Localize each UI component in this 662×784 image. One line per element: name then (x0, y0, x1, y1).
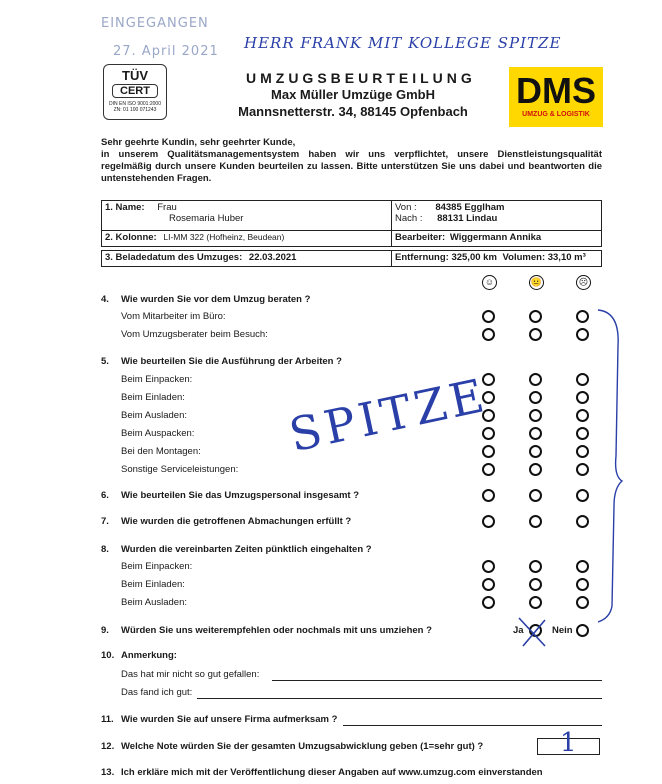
volumen-value: Volumen: 33,10 m³ (502, 252, 586, 263)
entfernung-cell (392, 251, 602, 267)
name-label: 1. Name: (105, 202, 145, 213)
greeting: Sehr geehrte Kundin, sehr geehrter Kunde, (101, 137, 296, 148)
kolonne-cell (102, 231, 392, 247)
handwritten-bracket (596, 306, 626, 626)
question-9-text: Würden Sie uns weiterempfehlen oder nochmals mit uns umziehen ? (121, 625, 432, 636)
rating-option[interactable] (529, 445, 542, 458)
rating-option[interactable] (576, 445, 589, 458)
rating-option[interactable] (576, 463, 589, 476)
rating-option[interactable] (482, 391, 495, 404)
rating-option[interactable] (576, 328, 589, 341)
tuv-cert-logo (103, 64, 167, 120)
rating-option[interactable] (482, 515, 495, 528)
name-cell (102, 201, 392, 231)
dms-logo (509, 67, 603, 127)
question-13: 13. (101, 767, 115, 778)
q4-sub-2: Vom Umzugsberater beim Besuch: (121, 329, 268, 340)
intro-text: in unserem Qualitätsmanagementsystem haben wir uns verpflichtet, unsere Dienstleistungsqualität regelmäßig durch unsere Kunden beurteilen zu lassen. Bitte unterstützen Sie uns dabei und beantworten die untenstehenden Fragen. (101, 149, 602, 184)
question-4: 4. (101, 294, 109, 305)
von-label: Von : (395, 202, 417, 213)
rating-option[interactable] (482, 489, 495, 502)
q5-sub-5: Bei den Montagen: (121, 446, 201, 457)
cert-label: CERT (112, 84, 158, 98)
neutral-face-icon: 😐 (529, 275, 544, 290)
ja-label: Ja (513, 625, 524, 636)
rating-option[interactable] (482, 427, 495, 440)
question-12: 12. (101, 741, 115, 752)
question-6: 6. (101, 490, 109, 501)
rating-option[interactable] (529, 391, 542, 404)
question-6-text: Wie beurteilen Sie das Umzugspersonal insgesamt ? (121, 490, 360, 501)
q10-sub-1: Das hat mir nicht so gut gefallen: (121, 669, 260, 680)
q4-sub-1: Vom Mitarbeiter im Büro: (121, 311, 226, 322)
question-13-text: Ich erkläre mich mit der Veröffentlichung dieser Angaben auf www.umzug.com einverstanden (121, 767, 543, 778)
kolonne-label: 2. Kolonne: (105, 232, 157, 243)
bearbeiter-label: Bearbeiter: (395, 232, 446, 243)
rating-option[interactable] (529, 560, 542, 573)
rating-option[interactable] (529, 515, 542, 528)
dms-logo-text: DMS (516, 70, 596, 111)
received-stamp: EINGEGANGEN (101, 16, 209, 31)
bearbeiter-cell (392, 231, 602, 247)
q11-line[interactable] (343, 725, 602, 726)
rating-option[interactable] (482, 560, 495, 573)
q5-sub-6: Sonstige Serviceleistungen: (121, 464, 239, 475)
question-9: 9. (101, 625, 109, 636)
tuv-label: TÜV (122, 68, 148, 83)
rating-option[interactable] (529, 578, 542, 591)
rating-option[interactable] (529, 310, 542, 323)
question-10-text: Anmerkung: (121, 650, 177, 661)
happy-face-icon: ☺ (482, 275, 497, 290)
entfernung-value: Entfernung: 325,00 km (395, 252, 497, 263)
rating-option[interactable] (576, 427, 589, 440)
company-name: Max Müller Umzüge GmbH (271, 87, 435, 102)
question-8: 8. (101, 544, 109, 555)
rating-option[interactable] (576, 489, 589, 502)
datum-cell (102, 251, 392, 267)
q5-sub-1: Beim Einpacken: (121, 374, 193, 385)
q5-sub-2: Beim Einladen: (121, 392, 185, 403)
question-5: 5. (101, 356, 109, 367)
question-11-text: Wie wurden Sie auf unsere Firma aufmerksam ? (121, 714, 338, 725)
order-info-table (101, 200, 602, 267)
kolonne-value: LI-MM 322 (Hofheinz, Beudean) (163, 232, 285, 242)
bearbeiter-value: Wiggermann Annika (449, 232, 542, 243)
salutation: Frau (157, 202, 177, 213)
datum-value: 22.03.2021 (248, 252, 297, 263)
rating-option[interactable] (576, 373, 589, 386)
rating-option[interactable] (529, 328, 542, 341)
received-date: 27. April 2021 (113, 44, 219, 59)
question-4-text: Wie wurden Sie vor dem Umzug beraten ? (121, 294, 311, 305)
von-value: 84385 Egglham (435, 202, 505, 213)
sad-face-icon: ☹ (576, 275, 591, 290)
q8-sub-1: Beim Einpacken: (121, 561, 193, 572)
rating-option[interactable] (529, 463, 542, 476)
ja-cross-mark (515, 614, 549, 650)
question-7: 7. (101, 516, 109, 527)
rating-option[interactable] (482, 373, 495, 386)
rating-option[interactable] (576, 391, 589, 404)
rating-option[interactable] (482, 596, 495, 609)
rating-option[interactable] (529, 373, 542, 386)
customer-name: Rosemaria Huber (169, 213, 244, 224)
rating-option[interactable] (576, 310, 589, 323)
nach-value: 88131 Lindau (437, 213, 498, 224)
question-7-text: Wie wurden die getroffenen Abmachungen erfüllt ? (121, 516, 352, 527)
company-address: Mannsnetterstr. 34, 88145 Opfenbach (238, 104, 468, 119)
route-cell (392, 201, 602, 231)
question-12-text: Welche Note würden Sie der gesamten Umzugsabwicklung geben (1=sehr gut) ? (121, 741, 484, 752)
q5-sub-4: Beim Auspacken: (121, 428, 195, 439)
dms-tagline: UMZUG & LOGISTIK (522, 111, 590, 118)
nein-option[interactable] (576, 624, 589, 637)
handwritten-spitze: SPITZE (284, 367, 493, 463)
rating-option[interactable] (576, 578, 589, 591)
question-8-text: Wurden die vereinbarten Zeiten pünktlich eingehalten ? (121, 544, 372, 555)
rating-option[interactable] (576, 409, 589, 422)
grade-value: 1 (560, 728, 577, 758)
question-11: 11. (101, 714, 114, 725)
datum-label: 3. Beladedatum des Umzuges: (105, 252, 243, 263)
tuv-iso: DIN EN ISO 9001:2000 (109, 101, 161, 107)
handwritten-note: HERR FRANK MIT KOLLEGE SPITZE (244, 34, 562, 52)
q8-sub-3: Beim Ausladen: (121, 597, 188, 608)
rating-option[interactable] (482, 463, 495, 476)
question-10: 10. (101, 650, 115, 661)
rating-option[interactable] (482, 328, 495, 341)
rating-option[interactable] (529, 409, 542, 422)
q10-line-2[interactable] (197, 698, 602, 699)
nach-label: Nach : (395, 213, 423, 224)
q5-sub-3: Beim Ausladen: (121, 410, 188, 421)
rating-option[interactable] (576, 515, 589, 528)
q10-sub-2: Das fand ich gut: (121, 687, 193, 698)
rating-option[interactable] (529, 596, 542, 609)
rating-option[interactable] (529, 489, 542, 502)
q8-sub-2: Beim Einladen: (121, 579, 185, 590)
rating-option[interactable] (482, 578, 495, 591)
question-5-text: Wie beurteilen Sie die Ausführung der Arbeiten ? (121, 356, 342, 367)
rating-option[interactable] (529, 427, 542, 440)
tuv-zn: ZN: 01 100 071243 (113, 107, 157, 113)
rating-option[interactable] (482, 409, 495, 422)
nein-label: Nein (552, 625, 573, 636)
rating-option[interactable] (576, 560, 589, 573)
rating-option[interactable] (482, 310, 495, 323)
form-title: UMZUGSBEURTEILUNG (246, 70, 476, 86)
rating-option[interactable] (482, 445, 495, 458)
rating-option[interactable] (576, 596, 589, 609)
q10-line-1[interactable] (272, 680, 602, 681)
